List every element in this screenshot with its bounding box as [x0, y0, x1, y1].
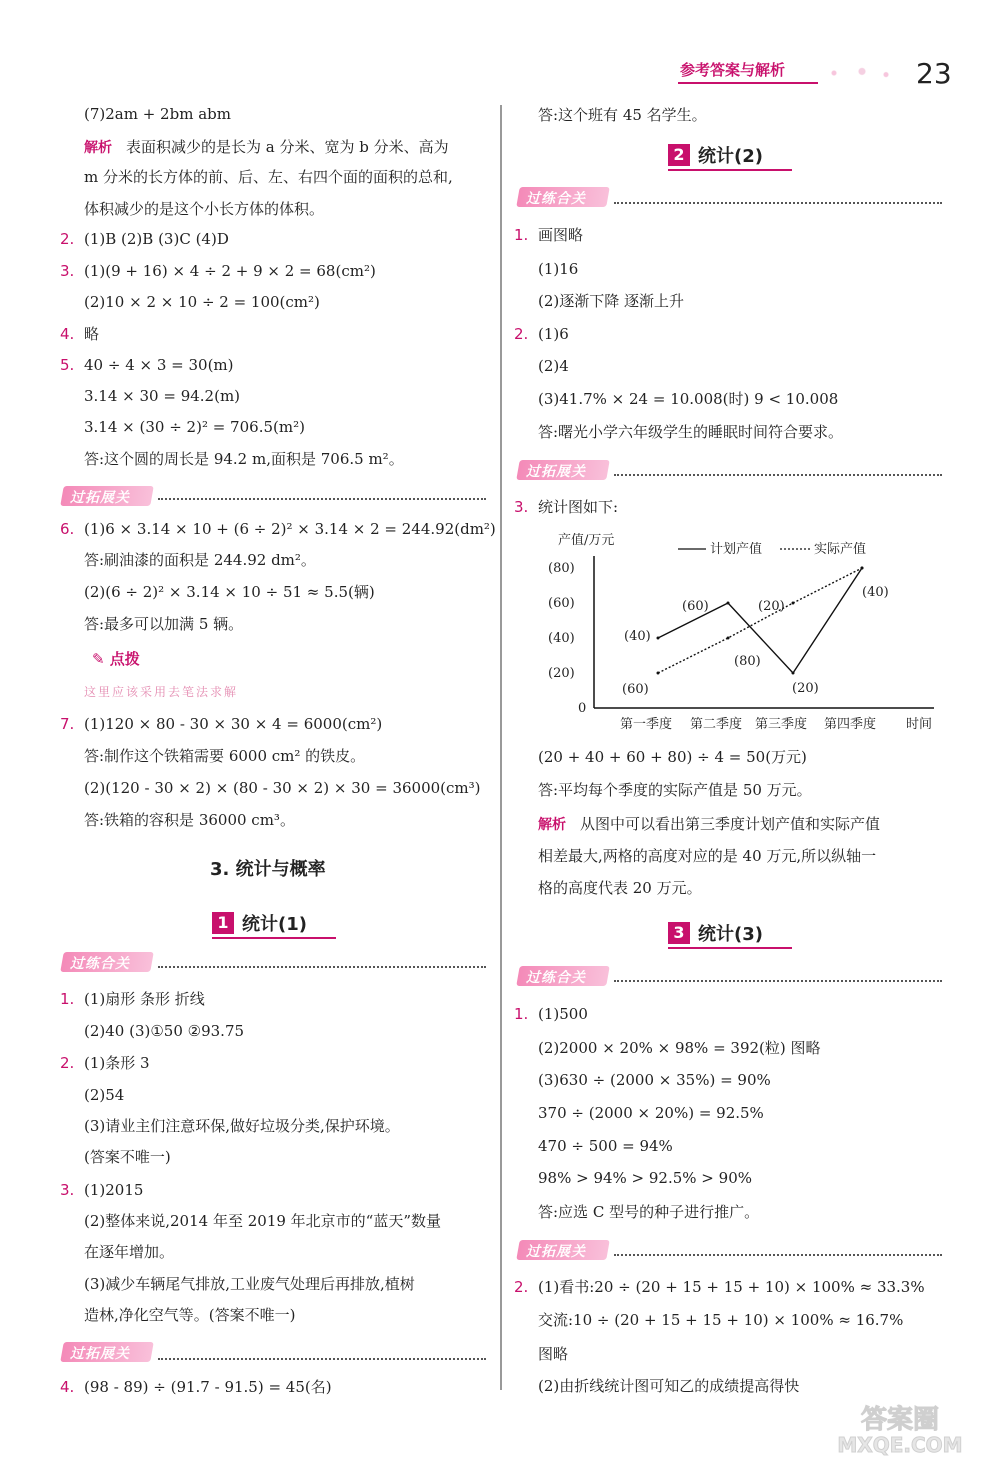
answer-text: (1)扇形 条形 折线	[84, 990, 205, 1008]
answer-line	[538, 846, 876, 866]
svg-text:答案圈: 答案圈	[860, 1405, 940, 1435]
answer-line	[84, 1211, 441, 1231]
y-tick-label: (20)	[548, 666, 575, 681]
answer-line	[538, 105, 707, 125]
answer-line	[514, 1004, 588, 1024]
answer-line	[538, 814, 880, 835]
item-number: 4.	[60, 325, 75, 343]
answer-text: (2)(120 - 30 × 2) × (80 - 30 × 2) × 30 = 36000(cm³)	[84, 779, 481, 797]
answer-line	[84, 1147, 171, 1167]
answer-line	[538, 1070, 771, 1090]
answer-text: 470 ÷ 500 = 94%	[538, 1137, 673, 1155]
answer-text: (1)6 × 3.14 × 10 + (6 ÷ 2)² × 3.14 × 2 = 244.92(dm²)	[84, 520, 496, 538]
svg-text:MXQE.COM: MXQE.COM	[837, 1433, 963, 1457]
item-number: 3.	[60, 1181, 75, 1199]
answer-line	[84, 417, 305, 437]
page-header	[640, 55, 1000, 95]
dotted-rule	[158, 1358, 486, 1360]
answer-line	[60, 355, 234, 375]
answer-line	[514, 497, 618, 517]
item-number: 3.	[514, 498, 529, 516]
answer-text: 答:平均每个季度的实际产值是 50 万元。	[538, 781, 812, 799]
answer-line	[60, 714, 382, 734]
answer-text: (7)2am + 2bm abm	[84, 105, 231, 123]
answer-line	[84, 104, 231, 124]
tag-lianhe: 过练合关	[62, 952, 152, 972]
answer-line	[538, 747, 807, 767]
answer-text: 答:刷油漆的面积是 244.92 dm²。	[84, 551, 316, 569]
answer-text: (2)(6 ÷ 2)² × 3.14 × 10 ÷ 51 ≈ 5.5(辆)	[84, 583, 375, 601]
answer-text: (3)减少车辆尾气排放,工业废气处理后再排放,植树	[84, 1275, 415, 1293]
answer-line	[60, 989, 205, 1009]
data-label: (80)	[734, 654, 761, 669]
answer-line	[60, 519, 496, 539]
answer-text: 在逐年增加。	[84, 1243, 175, 1261]
subsection-tongji-2: 2 统计(2)	[668, 142, 802, 168]
answer-text: 统计图如下:	[538, 498, 619, 516]
data-label: (60)	[622, 682, 649, 697]
analysis-label: 解析	[84, 140, 112, 156]
answer-line	[60, 1180, 143, 1200]
analysis-label: 解析	[538, 817, 566, 833]
answer-text: 表面积减少的是长为 a 分米、宽为 b 分米、高为	[126, 138, 449, 156]
data-point	[657, 672, 660, 675]
dotted-rule	[614, 1254, 942, 1256]
item-number: 1.	[514, 1005, 529, 1023]
answer-text: 答:最多可以加满 5 辆。	[84, 615, 244, 633]
item-number: 5.	[60, 356, 75, 374]
dianbo-label: ✎ 点拨	[92, 650, 140, 668]
answer-line	[60, 1377, 332, 1397]
answer-line	[538, 1103, 764, 1123]
answer-text: (2)由折线统计图可知乙的成绩提高得快	[538, 1377, 800, 1395]
answer-line	[60, 261, 376, 281]
answer-text: 画图略	[538, 226, 584, 244]
y-axis-label: 产值/万元	[558, 533, 615, 548]
data-point	[861, 567, 864, 570]
answer-line	[84, 614, 243, 634]
answer-line	[538, 1344, 568, 1364]
answer-text: (2)54	[84, 1086, 125, 1104]
data-label: (40)	[624, 629, 651, 644]
answer-line	[538, 389, 838, 409]
item-number: 7.	[60, 715, 75, 733]
legend-label: 计划产值	[710, 542, 763, 557]
dotted-rule	[614, 474, 942, 476]
answer-line	[84, 1274, 415, 1294]
answer-text: 370 ÷ (2000 × 20%) = 92.5%	[538, 1104, 764, 1122]
answer-line	[84, 386, 240, 406]
answer-text: 98% > 94% > 92.5% > 90%	[538, 1169, 752, 1187]
answer-text: (2)10 × 2 × 10 ÷ 2 = 100(cm²)	[84, 293, 320, 311]
header-title: 参考答案与解析	[680, 61, 786, 79]
dotted-rule	[158, 498, 486, 500]
answer-text: (2)逐渐下降 逐渐上升	[538, 292, 685, 310]
tag-lianhe: 过练合关	[518, 187, 608, 207]
column-divider	[500, 105, 502, 1390]
dianbo-hint: 这里应该采用去笔法求解	[84, 685, 239, 699]
answer-text: 从图中可以看出第三季度计划产值和实际产值	[580, 815, 881, 833]
item-number: 2.	[514, 1278, 529, 1296]
answer-text: (1)2015	[84, 1181, 144, 1199]
answer-line	[84, 1116, 400, 1136]
header-decoration	[818, 65, 898, 81]
answer-text: 3.14 × 30 = 94.2(m)	[84, 387, 241, 405]
data-label: (20)	[758, 599, 785, 614]
answer-line	[84, 137, 449, 158]
answer-line	[84, 1242, 174, 1262]
item-number: 6.	[60, 520, 75, 538]
data-label: (60)	[682, 599, 709, 614]
answer-line	[60, 1053, 150, 1073]
answer-text: 答:应选 C 型号的种子进行推广。	[538, 1203, 760, 1221]
x-tick-label: 第一季度	[620, 717, 673, 732]
answer-text: 答:制作这个铁箱需要 6000 cm² 的铁皮。	[84, 747, 366, 765]
answer-line	[84, 746, 365, 766]
data-point	[727, 602, 730, 605]
answer-line	[84, 292, 320, 312]
answer-text: (答案不唯一)	[84, 1148, 171, 1166]
item-number: 2.	[514, 325, 529, 343]
subsection-tongji-1: 1 统计(1)	[212, 910, 346, 936]
answer-text: m 分米的长方体的前、后、左、右四个面的面积的总和,	[84, 168, 453, 186]
answer-text: (20 + 40 + 60 + 80) ÷ 4 = 50(万元)	[538, 748, 807, 766]
data-label: (40)	[862, 585, 889, 600]
answer-line	[84, 449, 404, 469]
answer-text: (1)6	[538, 325, 569, 343]
answer-line	[84, 1085, 124, 1105]
item-number: 1.	[514, 226, 529, 244]
answer-line	[84, 582, 375, 602]
answer-line	[84, 550, 316, 570]
answer-text: 答:这个圆的周长是 94.2 m,面积是 706.5 m²。	[84, 450, 404, 468]
answer-line	[514, 324, 569, 344]
answer-line	[514, 225, 583, 245]
answer-line	[538, 1168, 752, 1188]
answer-line	[538, 291, 684, 311]
answer-text: (1)500	[538, 1005, 588, 1023]
answer-text: 答:曙光小学六年级学生的睡眠时间符合要求。	[538, 423, 844, 441]
answer-line	[538, 356, 569, 376]
answer-text: 答:铁箱的容积是 36000 cm³。	[84, 811, 295, 829]
answer-text: (3)请业主们注意环保,做好垃圾分类,保护环境。	[84, 1117, 400, 1135]
dotted-rule	[614, 980, 942, 982]
legend-label: 实际产值	[814, 542, 867, 557]
dotted-rule	[614, 202, 942, 204]
answer-line	[538, 1202, 759, 1222]
item-number: 3.	[60, 262, 75, 280]
answer-text: (1)120 × 80 - 30 × 30 × 4 = 6000(cm²)	[84, 715, 383, 733]
line-chart	[548, 528, 948, 738]
tag-label: 过拓展关	[70, 490, 130, 506]
y-tick-label: (40)	[548, 631, 575, 646]
y-tick-label: (80)	[548, 561, 575, 576]
answer-line	[538, 878, 702, 898]
section-title: 3. 统计与概率	[210, 859, 326, 880]
data-label: (20)	[792, 681, 819, 696]
answer-text: (2)4	[538, 357, 569, 375]
answer-text: (3)41.7% × 24 = 10.008(时) 9 < 10.008	[538, 390, 839, 408]
tag-tuozhan: 过拓展关	[518, 1240, 608, 1260]
data-point	[727, 637, 730, 640]
answer-text: 略	[84, 325, 100, 343]
data-point	[657, 637, 660, 640]
answer-text: (98 - 89) ÷ (91.7 - 91.5) = 45(名)	[84, 1378, 332, 1396]
answer-text: (2)整体来说,2014 年至 2019 年北京市的“蓝天”数量	[84, 1212, 442, 1230]
answer-line	[60, 324, 99, 344]
answer-text: 体积减少的是这个小长方体的体积。	[84, 200, 325, 218]
watermark-logo	[800, 1400, 1000, 1459]
answer-line	[538, 259, 578, 279]
answer-text: 交流:10 ÷ (20 + 15 + 15 + 10) × 100% ≈ 16.7%	[538, 1311, 904, 1329]
answer-line	[538, 1376, 799, 1396]
dotted-rule	[158, 966, 486, 968]
answer-line	[84, 1305, 295, 1325]
page-number: 23	[916, 57, 952, 90]
answer-text: 造林,净化空气等。(答案不唯一)	[84, 1306, 296, 1324]
answer-text: (1)条形 3	[84, 1054, 150, 1072]
header-underline	[678, 82, 818, 84]
item-number: 2.	[60, 1054, 75, 1072]
x-tick-label: 第三季度	[755, 717, 808, 732]
y-tick-label: (60)	[548, 596, 575, 611]
answer-text: (1)16	[538, 260, 579, 278]
answer-line	[538, 1310, 903, 1330]
data-point	[792, 602, 795, 605]
answer-text: 答:这个班有 45 名学生。	[538, 106, 707, 124]
answer-line	[538, 1038, 821, 1058]
tag-tuozhan: 过拓展关	[62, 1342, 152, 1362]
answer-text: 图略	[538, 1345, 569, 1363]
tag-tuozhan: 过拓展关	[518, 460, 608, 480]
answer-line	[84, 1021, 244, 1041]
x-tick-label: 第四季度	[824, 717, 877, 732]
answer-text: (1)看书:20 ÷ (20 + 15 + 15 + 10) × 100% ≈ 33.3%	[538, 1278, 925, 1296]
answer-line	[84, 778, 481, 798]
answer-text: (2)2000 × 20% × 98% = 392(粒) 图略	[538, 1039, 821, 1057]
answer-line	[514, 1277, 925, 1297]
answer-line	[60, 229, 229, 249]
answer-text: 相差最大,两格的高度对应的是 40 万元,所以纵轴一	[538, 847, 877, 865]
answer-text: (2)40 (3)①50 ②93.75	[84, 1022, 245, 1040]
answer-line	[538, 1136, 673, 1156]
answer-text: 格的高度代表 20 万元。	[538, 879, 702, 897]
answer-text: (1)B (2)B (3)C (4)D	[84, 230, 229, 248]
answer-text: (3)630 ÷ (2000 × 35%) = 90%	[538, 1071, 771, 1089]
tag-lianhe: 过练合关	[518, 966, 608, 986]
item-number: 4.	[60, 1378, 75, 1396]
tag-tuozhan	[62, 486, 152, 506]
answer-line	[84, 199, 324, 219]
subsection-tongji-3: 3 统计(3)	[668, 920, 802, 946]
answer-line	[538, 780, 812, 800]
x-axis-label: 时间	[906, 717, 933, 732]
y-tick-label: 0	[578, 701, 587, 716]
answer-text: 3.14 × (30 ÷ 2)² = 706.5(m²)	[84, 418, 305, 436]
item-number: 2.	[60, 230, 75, 248]
x-tick-label: 第二季度	[690, 717, 743, 732]
answer-text: (1)(9 + 16) × 4 ÷ 2 + 9 × 2 = 68(cm²)	[84, 262, 376, 280]
data-point	[792, 672, 795, 675]
answer-line	[84, 810, 295, 830]
answer-line	[84, 167, 453, 187]
answer-text: 40 ÷ 4 × 3 = 30(m)	[84, 356, 234, 374]
answer-line	[538, 422, 843, 442]
item-number: 1.	[60, 990, 75, 1008]
